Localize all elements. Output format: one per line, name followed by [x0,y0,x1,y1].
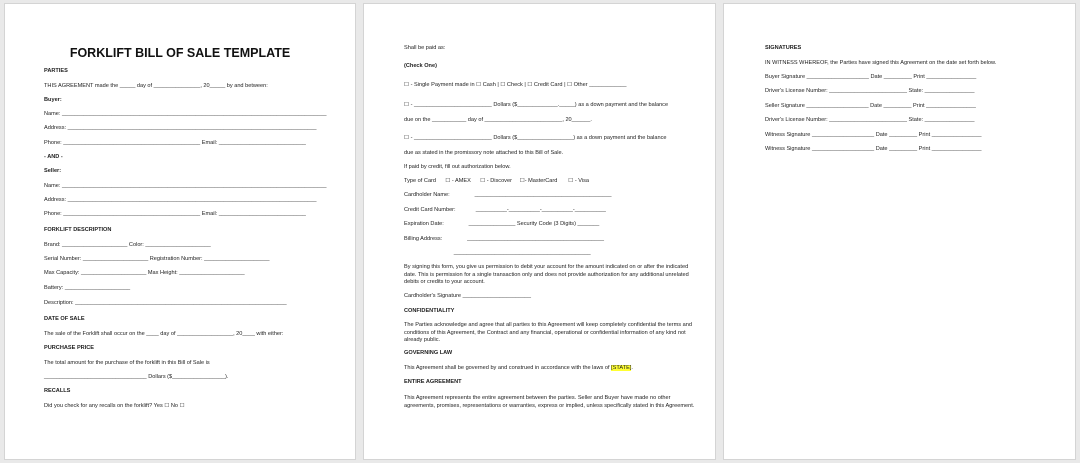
section-heading: (Check One) [404,63,437,69]
governing-law-paragraph: This Agreement shall be governed by and construed in accordance with the laws of [STATE]. [404,365,633,371]
form-line: due on the ___________ day of _________________________, 20______. [404,117,592,123]
form-line: THIS AGREEMENT made the _____ day of _______________, 20_____ by and between: [44,83,268,89]
section-heading: FORKLIFT DESCRIPTION [44,227,112,233]
form-line: Name: _____________________________________________________________________________________ [44,183,327,189]
form-line: Witness Signature ____________________ Date _________ Print ________________ [765,132,982,138]
section-heading: RECALLS [44,388,71,394]
form-line: If paid by credit, fill out authorization below. [404,164,511,170]
entire-agreement-paragraph: This Agreement represents the entire agreement between the parties. Seller and Buyer have made no other agreements, promises, representations or warranties, express or implied, unless specifically stated in this Agreement. [404,395,695,409]
section-heading: - AND - [44,154,63,160]
section-heading: PURCHASE PRICE [44,345,95,351]
form-line: _________________________________ Dollars ($_________________). [44,374,229,380]
form-line: Brand: _____________________ Color: _____________________ [44,242,211,248]
form-line: Shall be paid as: [404,45,446,51]
form-line: due as stated in the promissory note attached to this Bill of Sale. [404,150,564,156]
form-line: Description: ____________________________________________________________________ [44,300,287,306]
form-line: Cardholder Name: ____________________________________________ [404,192,612,198]
form-line: Name: _____________________________________________________________________________________ [44,111,327,117]
section-heading: Buyer: [44,97,62,103]
form-line: Phone: ____________________________________________ Email: ____________________________ [44,211,306,217]
form-line: Address: ________________________________________________________________________________ [44,197,317,203]
governing-law-heading: GOVERNING LAW [404,350,453,356]
document-page-3 [723,3,1076,460]
form-line: Battery: _____________________ [44,285,131,291]
state-placeholder: [STATE] [611,365,632,371]
section-heading: DATE OF SALE [44,316,85,322]
confidentiality-heading: CONFIDENTIALITY [404,308,455,314]
form-line: Phone: ____________________________________________ Email: ____________________________ [44,140,306,146]
form-line: ☐ - _________________________ Dollars ($_____________._____) as a down payment and the balance [404,102,669,108]
form-line: Driver's License Number: _________________________ State: ________________ [765,117,975,123]
form-line: Max Capacity: _____________________ Max Height: _____________________ [44,270,245,276]
form-line: Serial Number: _____________________ Registration Number: _____________________ [44,256,270,262]
form-line: Expiration Date: _______________ Security Code (3 Digits) _______ [404,221,600,227]
document-page-2 [363,3,716,460]
form-line: Seller Signature ____________________ Date _________ Print ________________ [765,103,976,109]
form-line: The total amount for the purchase of the forklift in this Bill of Sale is [44,360,210,366]
form-line: ☐ - _________________________ Dollars ($__________________) as a down payment and the balance [404,135,667,141]
form-line: Witness Signature ____________________ Date _________ Print ________________ [765,146,982,152]
document-page-1 [4,3,356,460]
form-line: Address: ________________________________________________________________________________ [44,125,317,131]
form-line: Billing Address: ____________________________________________ [404,236,604,242]
form-line: Buyer Signature ____________________ Date _________ Print ________________ [765,74,977,80]
section-heading: SIGNATURES [765,45,802,51]
form-line: Credit Card Number: __________-__________-__________-__________ [404,207,606,213]
form-line: Did you check for any recalls on the forklift? Yes ☐ No ☐ [44,403,185,409]
form-line: The sale of the Forklift shall occur on the ____ day of __________________, 20____ with either: [44,331,284,337]
section-heading: Seller: [44,168,62,174]
section-heading: PARTIES [44,68,68,74]
form-line: Type of Card ☐ - AMEX ☐ - Discover ☐- MasterCard ☐ - Visa [404,178,590,184]
form-line: Driver's License Number: _________________________ State: ________________ [765,88,975,94]
cardholder-signature-line: Cardholder's Signature ______________________ [404,293,532,299]
document-title: FORKLIFT BILL OF SALE TEMPLATE [69,46,291,60]
form-line: ☐ - Single Payment made in ☐ Cash | ☐ Check | ☐ Credit Card | ☐ Other ____________ [404,82,627,88]
confidentiality-paragraph: The Parties acknowledge and agree that all parties to this Agreement will keep completely confidential the terms and conditions of this Agreement, the Contract and any financial, operational or confidential information of any kind not already public. [404,322,692,344]
entire-agreement-heading: ENTIRE AGREEMENT [404,379,462,385]
form-line: ____________________________________________ [404,250,591,256]
form-line: IN WITNESS WHEREOF, the Parties have signed this Agreement on the date set forth below. [765,60,997,66]
authorization-paragraph: By signing this form, you give us permission to debit your account for the amount indicated on or after the indicated date. This is permission for a single transaction only and does not provide authorization for any additional unrelated debits or credits to your account. [404,264,689,286]
